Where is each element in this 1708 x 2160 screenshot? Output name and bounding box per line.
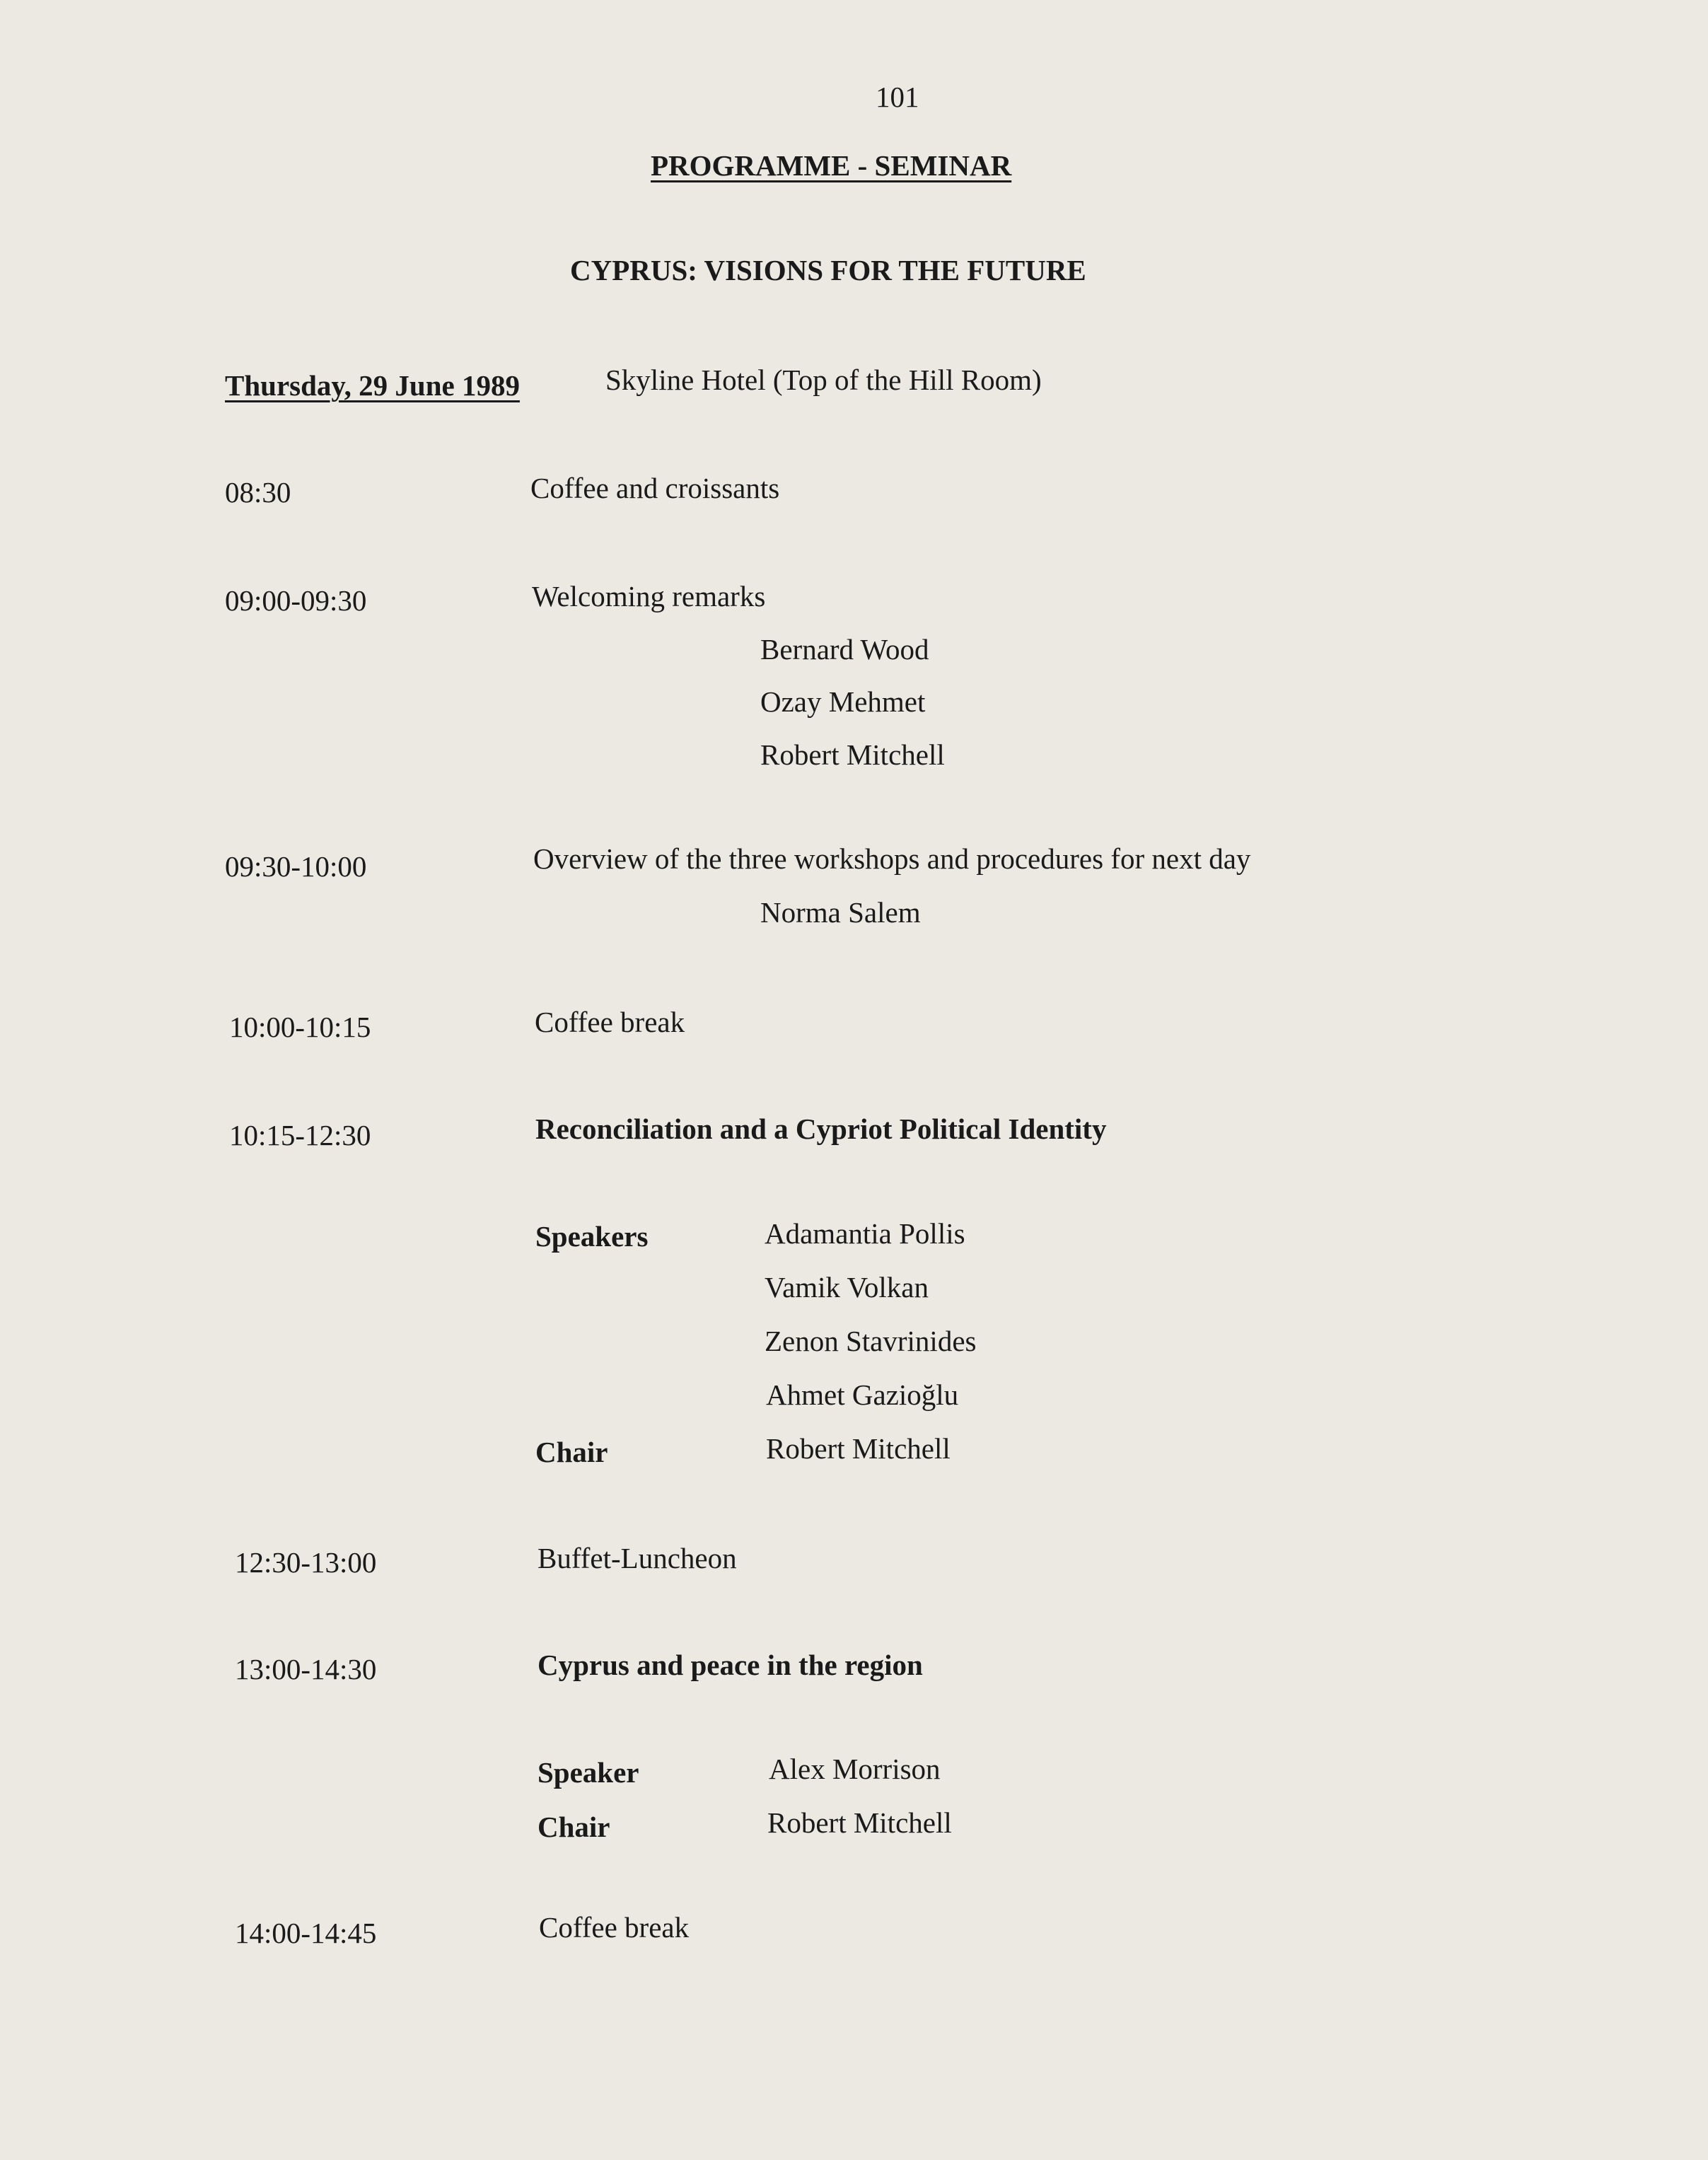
speaker-label: Speaker xyxy=(538,1756,639,1789)
chair-label: Chair xyxy=(538,1811,610,1843)
schedule-item-title: Cyprus and peace in the region xyxy=(538,1649,923,1681)
schedule-item-title: Overview of the three workshops and procedures for next day xyxy=(533,842,1251,875)
speaker-name: Zenon Stavrinides xyxy=(765,1325,977,1357)
schedule-time: 12:30-13:00 xyxy=(235,1546,377,1579)
schedule-time: 10:15-12:30 xyxy=(229,1119,371,1151)
schedule-time: 09:30-10:00 xyxy=(225,850,367,883)
speaker-name: Adamantia Pollis xyxy=(765,1217,965,1250)
schedule-item-title: Buffet-Luncheon xyxy=(538,1542,737,1574)
speaker-name: Vamik Volkan xyxy=(765,1271,929,1303)
schedule-time: 08:30 xyxy=(225,476,291,509)
participant-name: Ozay Mehmet xyxy=(760,685,926,718)
participant-name: Robert Mitchell xyxy=(760,738,945,771)
speaker-name: Ahmet Gazioğlu xyxy=(766,1378,959,1411)
page-subheading: CYPRUS: VISIONS FOR THE FUTURE xyxy=(570,254,1086,286)
page-number: 101 xyxy=(876,81,919,113)
schedule-item-title: Welcoming remarks xyxy=(532,580,766,612)
speaker-name: Alex Morrison xyxy=(769,1753,941,1785)
schedule-time: 09:00-09:30 xyxy=(225,584,367,617)
participant-name: Norma Salem xyxy=(760,896,921,929)
schedule-time: 14:00-14:45 xyxy=(235,1917,377,1949)
speakers-label: Speakers xyxy=(535,1220,649,1253)
chair-name: Robert Mitchell xyxy=(767,1806,952,1839)
schedule-time: 13:00-14:30 xyxy=(235,1653,377,1685)
chair-label: Chair xyxy=(535,1436,608,1468)
schedule-item-title: Coffee break xyxy=(539,1911,690,1944)
schedule-item-title: Coffee and croissants xyxy=(530,472,780,504)
participant-name: Bernard Wood xyxy=(760,633,929,666)
session-venue: Skyline Hotel (Top of the Hill Room) xyxy=(605,364,1042,396)
session-date: Thursday, 29 June 1989 xyxy=(225,369,520,402)
page-heading: PROGRAMME - SEMINAR xyxy=(651,149,1012,182)
schedule-item-title: Coffee break xyxy=(535,1006,685,1038)
schedule-time: 10:00-10:15 xyxy=(229,1011,371,1043)
schedule-item-title: Reconciliation and a Cypriot Political Identity xyxy=(535,1113,1107,1145)
chair-name: Robert Mitchell xyxy=(766,1432,951,1465)
